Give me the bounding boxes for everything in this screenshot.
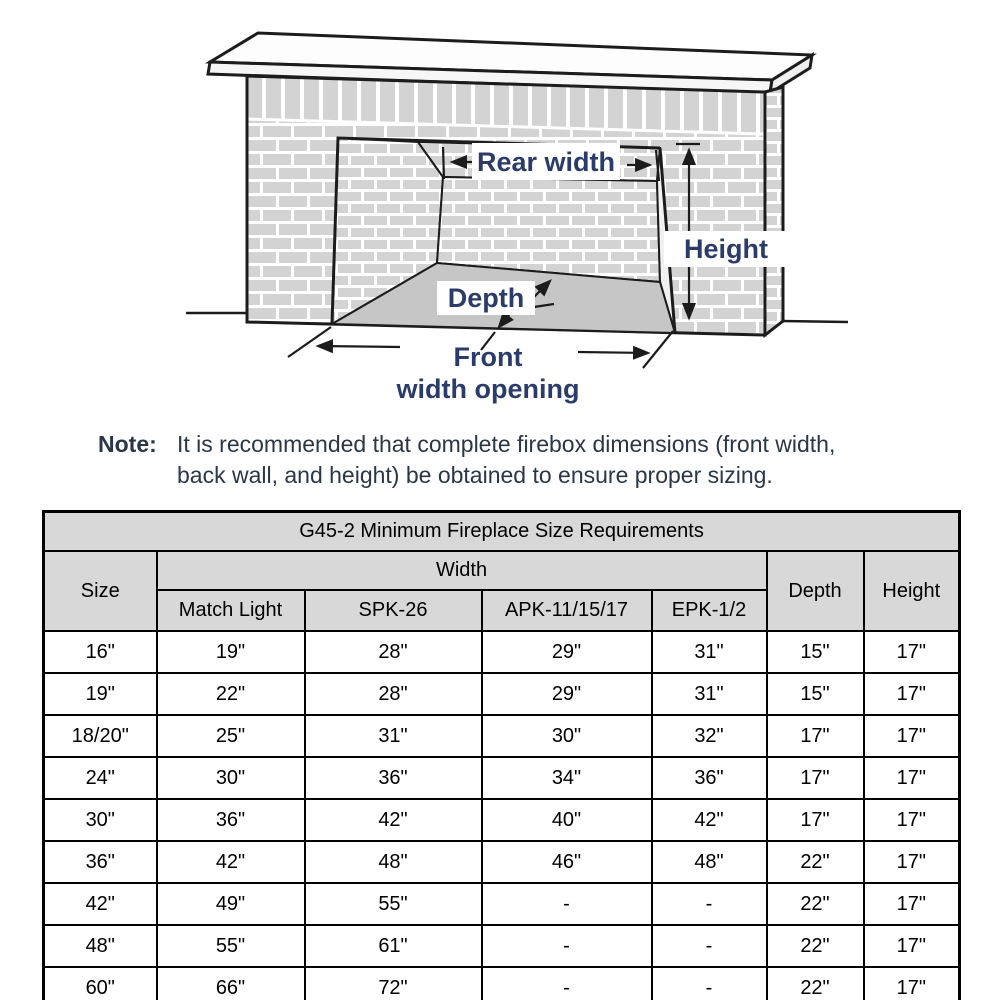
column-header-apk: APK-11/15/17 <box>482 590 652 631</box>
front-width-extension-right <box>643 331 673 368</box>
table-cell: 17" <box>864 799 960 841</box>
front-width-arrow-right <box>578 352 648 353</box>
table-cell: 29" <box>482 631 652 673</box>
rear-width-tick-left <box>443 147 444 179</box>
note-label: Note: <box>98 431 157 457</box>
table-cell: 17" <box>864 883 960 925</box>
table-row <box>44 673 960 715</box>
table-cell: 17" <box>864 925 960 967</box>
rear-width-label: Rear width <box>476 147 616 177</box>
table-cell: 17" <box>864 715 960 757</box>
column-header-height: Height <box>864 551 960 631</box>
table-cell: - <box>482 883 652 925</box>
table-header-row-1 <box>44 551 960 590</box>
fireplace-diagram <box>0 0 1000 425</box>
table-cell: 31" <box>305 715 482 757</box>
table-cell: 55" <box>305 883 482 925</box>
table-cell: - <box>652 967 767 1000</box>
table-cell: 22" <box>767 841 864 883</box>
table-cell: 22" <box>767 883 864 925</box>
table-cell: - <box>482 967 652 1000</box>
table-cell: 15" <box>767 631 864 673</box>
table-cell: 48" <box>652 841 767 883</box>
table-cell: 55" <box>157 925 305 967</box>
table-row <box>44 715 960 757</box>
column-header-epk: EPK-1/2 <box>652 590 767 631</box>
table-cell: 31" <box>652 673 767 715</box>
table-cell: 36" <box>652 757 767 799</box>
table-cell: 22" <box>157 673 305 715</box>
column-header-spk-26: SPK-26 <box>305 590 482 631</box>
table-cell: 18/20" <box>44 715 157 757</box>
table-cell: 19" <box>157 631 305 673</box>
table-cell: 60" <box>44 967 157 1000</box>
table-cell: 48" <box>44 925 157 967</box>
depth-label: Depth <box>447 283 525 313</box>
table-row <box>44 925 960 967</box>
brick-side-face <box>765 87 783 335</box>
table-cell: 36" <box>305 757 482 799</box>
table-cell: 46" <box>482 841 652 883</box>
table-row <box>44 757 960 799</box>
table-cell: 22" <box>767 925 864 967</box>
table-row <box>44 799 960 841</box>
table-cell: 17" <box>767 799 864 841</box>
table-cell: 17" <box>864 673 960 715</box>
table-cell: - <box>652 925 767 967</box>
table-cell: 32" <box>652 715 767 757</box>
table-cell: 24" <box>44 757 157 799</box>
table-cell: 36" <box>44 841 157 883</box>
table-cell: 16" <box>44 631 157 673</box>
column-header-size: Size <box>44 551 157 631</box>
table-cell: 34" <box>482 757 652 799</box>
table-cell: 42" <box>44 883 157 925</box>
table-cell: - <box>482 925 652 967</box>
height-label: Height <box>684 234 768 264</box>
size-requirements-table <box>42 510 961 1000</box>
table-cell: 28" <box>305 673 482 715</box>
table-cell: 30" <box>44 799 157 841</box>
front-width-label-line1: Front <box>453 342 523 372</box>
table-row <box>44 841 960 883</box>
table-cell: 31" <box>652 631 767 673</box>
note <box>98 429 835 491</box>
table-cell: 30" <box>482 715 652 757</box>
table-cell: 28" <box>305 631 482 673</box>
table-cell: 49" <box>157 883 305 925</box>
column-header-match-light: Match Light <box>157 590 305 631</box>
note-line-1: It is recommended that complete firebox dimensions (front width, <box>177 431 836 457</box>
table-cell: 42" <box>305 799 482 841</box>
table-cell: - <box>652 883 767 925</box>
table-cell: 17" <box>864 757 960 799</box>
table-cell: 61" <box>305 925 482 967</box>
table-cell: 72" <box>305 967 482 1000</box>
table-cell: 66" <box>157 967 305 1000</box>
front-width-extension-left <box>288 327 331 357</box>
table-cell: 17" <box>864 631 960 673</box>
table-cell: 17" <box>864 967 960 1000</box>
table-cell: 48" <box>305 841 482 883</box>
table-row <box>44 631 960 673</box>
table-cell: 36" <box>157 799 305 841</box>
table-cell: 42" <box>652 799 767 841</box>
table-title: G45-2 Minimum Fireplace Size Requirements <box>44 512 960 552</box>
note-line-2: back wall, and height) be obtained to ensure proper sizing. <box>177 462 773 488</box>
table-cell: 29" <box>482 673 652 715</box>
table-cell: 17" <box>767 715 864 757</box>
column-header-width-group: Width <box>157 551 767 590</box>
table-cell: 19" <box>44 673 157 715</box>
table-row <box>44 883 960 925</box>
table-title-row <box>44 512 960 552</box>
column-header-depth: Depth <box>767 551 864 631</box>
table-cell: 30" <box>157 757 305 799</box>
front-width-label-line2: width opening <box>396 374 580 404</box>
table-cell: 42" <box>157 841 305 883</box>
table-row <box>44 967 960 1000</box>
table-cell: 25" <box>157 715 305 757</box>
table-cell: 17" <box>864 841 960 883</box>
note-body <box>177 429 835 491</box>
ground-line-right <box>781 321 848 322</box>
table-cell: 17" <box>767 757 864 799</box>
front-width-arrow-left <box>318 346 400 347</box>
table-cell: 15" <box>767 673 864 715</box>
table-cell: 40" <box>482 799 652 841</box>
table-cell: 22" <box>767 967 864 1000</box>
